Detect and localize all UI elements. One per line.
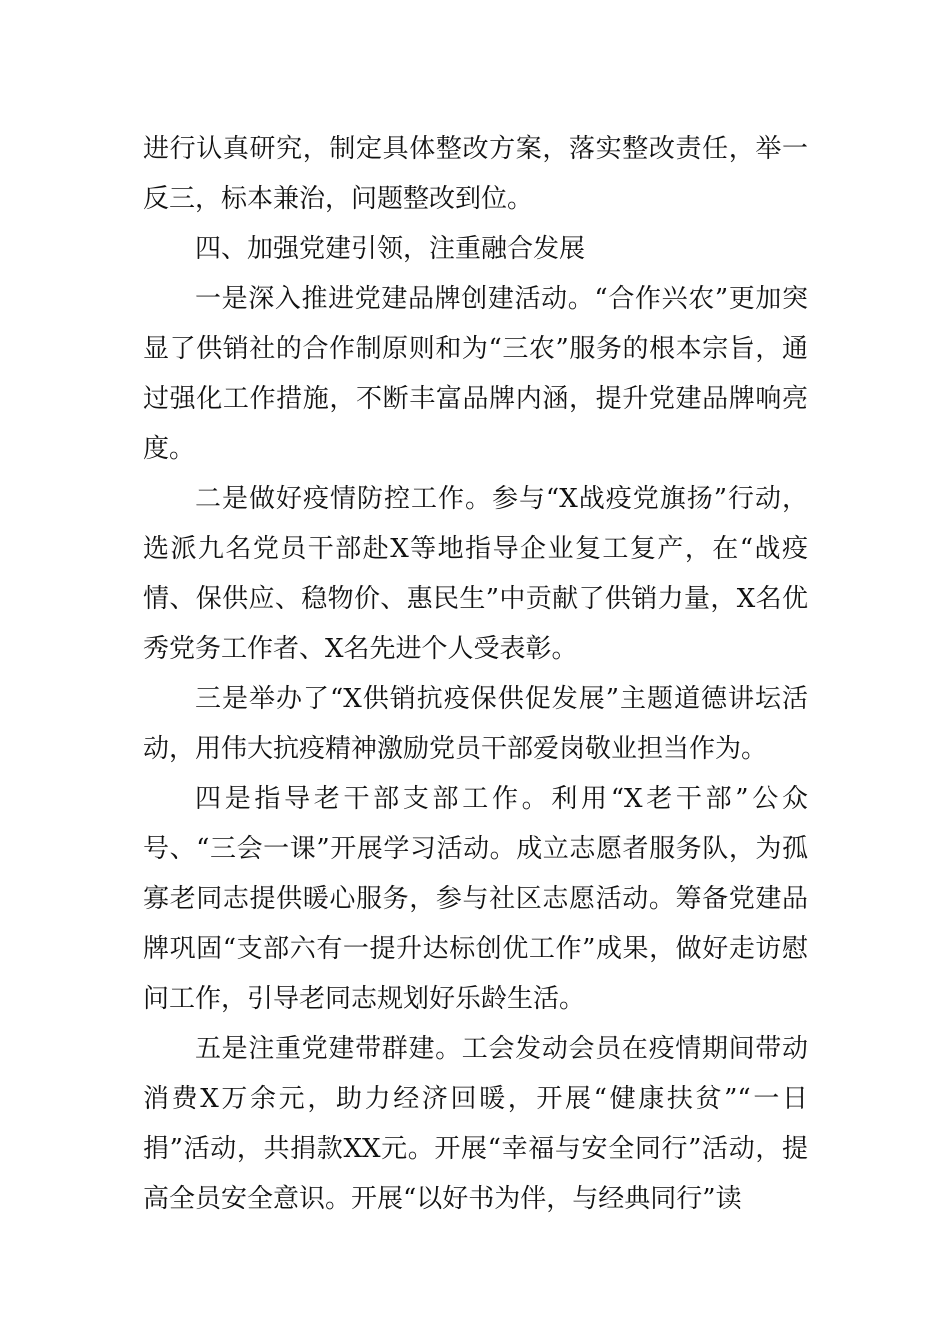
- paragraph-item-1: 一是深入推进党建品牌创建活动。“合作兴农”更加突显了供销社的合作制原则和为“三农”服务的根本宗旨，通过强化工作措施，不断丰富品牌内涵，提升党建品牌响亮度。: [143, 284, 808, 464]
- section-heading: 四、加强党建引领，注重融合发展: [195, 234, 586, 264]
- paragraph-item-5: 五是注重党建带群建。工会发动会员在疫情期间带动消费X万余元，助力经济回暖，开展“健康扶贫”“一日捐”活动，共捐款XX元。开展“幸福与安全同行”活动，提高全员安全意识。开展“以好书为伴，与经典同行”读: [143, 1034, 808, 1214]
- paragraph-item-2: 二是做好疫情防控工作。参与“X战疫党旗扬”行动，选派九名党员干部赴X等地指导企业复工复产，在“战疫情、保供应、稳物价、惠民生”中贡献了供销力量，X名优秀党务工作者、X名先进个人受表彰。: [143, 484, 808, 664]
- paragraph-item-4: 四是指导老干部支部工作。利用“X老干部”公众号、“三会一课”开展学习活动。成立志愿者服务队，为孤寡老同志提供暖心服务，参与社区志愿活动。筹备党建品牌巩固“支部六有一提升达标创优工作”成果，做好走访慰问工作，引导老同志规划好乐龄生活。: [143, 784, 808, 1014]
- document-body: [143, 124, 808, 1224]
- paragraph-continuation: 进行认真研究，制定具体整改方案，落实整改责任，举一反三，标本兼治，问题整改到位。: [143, 134, 808, 214]
- paragraph-item-3: 三是举办了“X供销抗疫保供促发展”主题道德讲坛活动，用伟大抗疫精神激励党员干部爱岗敬业担当作为。: [143, 684, 808, 764]
